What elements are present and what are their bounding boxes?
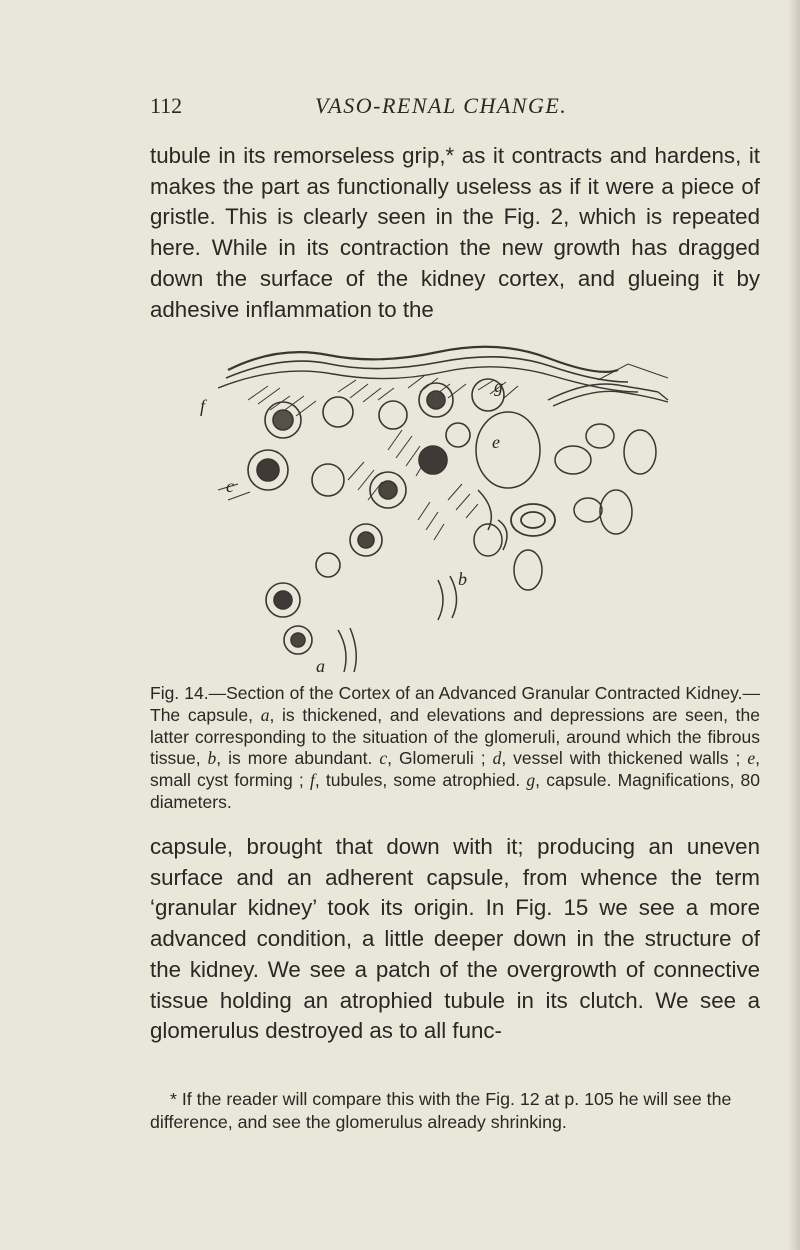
figure-label-b: b: [458, 569, 467, 589]
page-header: [150, 93, 760, 119]
page-edge-shadow: [788, 0, 800, 1250]
figure-label-f: f: [200, 396, 206, 416]
kidney-cortex-illustration: [188, 340, 728, 680]
body-paragraph-1: tubule in its remorseless grip,* as it contracts and hardens, it makes the part as functionally useless as if it were a piece of gristle. This is clearly seen in the Fig. 2, which is repeated here. While in its contraction the new growth has dragged down the surface of the kidney cortex, and glueing it by adhesive inflammation to the: [150, 143, 760, 322]
page-number: 112: [150, 93, 183, 118]
figure-label-g: g: [494, 376, 503, 396]
running-head: VASO-RENAL CHANGE.: [315, 93, 568, 118]
figure-label-c: c: [226, 476, 234, 496]
kidney-section-drawing: [188, 340, 728, 680]
footnote: * If the reader will compare this with the Fig. 12 at p. 105 he will see the difference, and see the glomerulus already shrinking.: [150, 1089, 732, 1132]
figure-label-a: a: [316, 656, 325, 676]
body-paragraph-2: capsule, brought that down with it; producing an uneven surface and an adherent capsule, from whence the term ‘granular kidney’ took its origin. In Fig. 15 we see a more advanced condition, a little deeper down in the structure of the kidney. We see a patch of the overgrowth of connective tissue holding an atrophied tubule in its clutch. We see a glomerulus destroyed as to all func-: [150, 834, 760, 1044]
figure-label-e: e: [492, 432, 500, 452]
figure-caption: Fig. 14.—Section of the Cortex of an Advanced Granular Contracted Kidney.—The capsule, a, is thickened, and elevations and depressions are seen, the latter corresponding to the situation of the glomeruli, around which the fibrous tissue, b, is more abundant. c, Glomeruli ; d, vessel with thickened walls ; e, small cyst forming ; f, tubules, some atrophied. g, capsule. Magnifications, 80 diameters.: [150, 683, 760, 812]
